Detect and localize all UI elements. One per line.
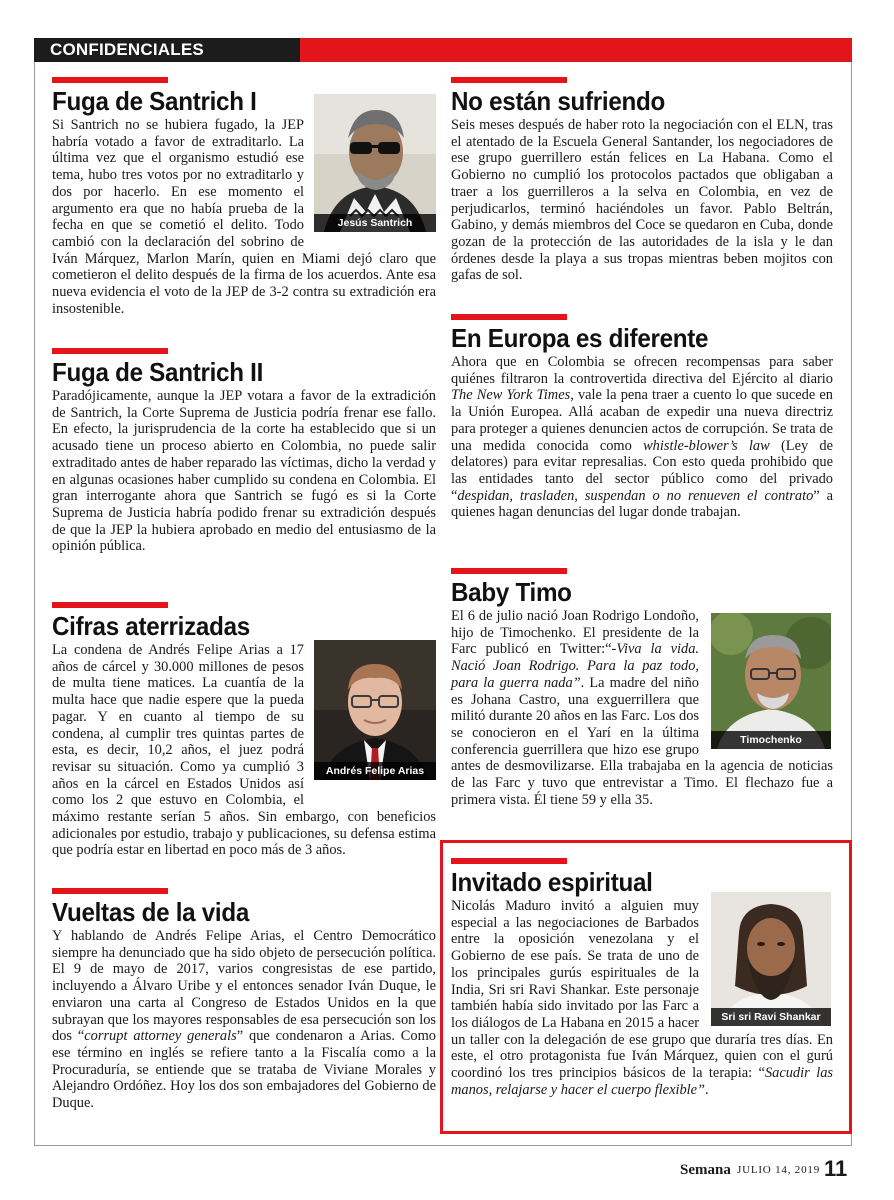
article-body-text: La condena de Andrés Felipe Arias a 17 años de cárcel y 30.000 millones de pesos de multa tiene matices. La cuantía de la multa hace que nadie espere que la pueda pagar. Y en cuanto al tiempo de su condena, al cumplir tres quintas partes de esta, es decir, 10,2 años, el juez podrá revisar su situación. Como ya cumplió 3 años en la cárcel en Estados Unidos así como los 2 que estuvo en Colombia, el máximo restante serían 5 años. Sin embargo, con beneficios adicionales por estudio, trabajo y publicaciones, su defensa estima que podría estar en libertad en poco más de 3 años. (52, 642, 436, 859)
photo-jesus-santrich (314, 94, 436, 232)
article-headline: Vueltas de la vida (52, 897, 250, 927)
article-body-text: Paradójicamente, aunque la JEP votara a favor de la extradición de Santrich, la Corte Suprema de Justicia podría frenar ese fallo. En efecto, la jurisprudencia de la corte ha establecido que si un acusado tiene un proceso abierto en Colombia, no puede salir extraditado antes de haber reparado las víctimas, dicho la verdad y en algunas ocasiones haber cumplido su condena en Colombia. El gran interrogante ahora que Santrich se fugó es si la Corte Suprema de Justicia habría podido frenar su extradición después de que la JEP la hubiera aprobado en medio del entusiasmo de la opinión pública. (52, 388, 436, 555)
article-rule (52, 602, 168, 608)
article-vueltas (52, 888, 436, 1128)
article-rule (451, 314, 567, 320)
photo-caption: Jesús Santrich (314, 214, 436, 232)
article-body-text: Seis meses después de haber roto la negociación con el ELN, tras el atentado de la Escuela General Santander, los negociadores de ese grupo guerrillero están felices en La Habana. Como el Gobierno no cumplió los protocolos pactados que obligaban a traer a los guerrilleros a la selva en Colombia, en vez de perjudicarlos, terminó haciéndoles un favor. Pablo Beltrán, Gabino, y demás miembros del Coce se quedaron en Cuba, donde gozan de la protección de las autoridades de la isla y le dan órdenes desde la playa a sus tropas mientras beben mojitos con gafas de sol. (451, 117, 833, 284)
article-headline: Fuga de Santrich II (52, 357, 264, 387)
article-body (451, 117, 833, 284)
section-header-red-block (300, 38, 852, 62)
photo-caption: Timochenko (711, 731, 831, 749)
photo-caption: Sri sri Ravi Shankar (711, 1008, 831, 1026)
article-rule (451, 858, 567, 864)
article-headline: Fuga de Santrich I (52, 86, 257, 116)
section-title: CONFIDENCIALES (50, 40, 204, 59)
portrait-illustration (711, 892, 831, 1026)
article-body-text: Nicolás Maduro invitó a alguien muy especial a las negociaciones de Barbados entre la oposición venezolana y el Gobierno de ese país. Se trata de uno de los principales gurús espirituales de la India, Sri sri Ravi Shankar. Este personaje también había sido invitado por las Farc a los diálogos de La Habana en 2015 a hacer un taller con la delegación de ese grupo que duraría tres días. En este, el otro protagonista fue Iván Márquez, quien con el gurú coordinó los tres principios básicos de la terapia: “Sacudir las manos, relajarse y hacer el cuerpo flexible”. (451, 898, 833, 1098)
portrait-illustration (314, 94, 436, 232)
article-rule (451, 568, 567, 574)
article-body-text: Ahora que en Colombia se ofrecen recompensas para saber quiénes filtraron la controvertida directiva del Ejército al diario The New York Times, vale la pena traer a cuento lo que sucede en la Unión Europea. Allá acaban de expedir una nueva directriz para proteger a quienes denuncien actos de corrupción. Se trata de una medida conocida como whistle-blower’s law (Ley de delatores) para evitar represalias. Con esto queda prohibido que las entidades tanto del sector público como del privado “despidan, trasladen, suspendan o no renueven el contrato” a quienes hagan denuncias del lugar donde trabajan. (451, 354, 834, 521)
photo-andres-felipe-arias (314, 640, 436, 780)
page-footer (680, 1156, 852, 1184)
photo-sri-sri-ravi-shankar (711, 892, 831, 1026)
article-body (52, 388, 436, 555)
article-body-text: Y hablando de Andrés Felipe Arias, el Centro Democrático siempre ha denunciado que ha sido objeto de persecución política. El 9 de mayo de 2017, varios congresistas de ese partido, incluyendo a Álvaro Uribe y el entonces senador Iván Duque, le enviaron una carta al Congreso de Estados Unidos en la que subrayan que los mayores responsables de esa persecución son los dos “corrupt attorney generals” que condenaron a Arias. Como ese término en inglés se refiere tanto a la Fiscalía como a la Procuraduría, se entiende que se trataba de Viviane Morales y Alejandro Ordóñez. Hoy los dos son embajadores del Gobierno de Duque. (52, 928, 436, 1112)
article-sufriendo (451, 77, 833, 297)
article-europa (451, 314, 833, 554)
footer-brand: Semana (680, 1162, 731, 1178)
article-santrich-2 (52, 348, 436, 578)
article-body-text: Si Santrich no se hubiera fugado, la JEP habría votado a favor de extraditarlo. La última vez que el organismo estudió ese tema, hubo tres votos por no extraditarlo y dos por hacerlo. En ese momento el argumento era que no había prueba de la fecha en que se cometió el delito. Todo cambió con la declaración del sobrino de Iván Márquez, Marlon Marín, quien en Miami dejó claro que cometieron el delito después de la firma de los acuerdos. Ante esa nueva evidencia el voto de la JEP de 3-2 contra su extradición era insostenible. (52, 117, 436, 317)
portrait-illustration (711, 613, 831, 749)
article-body (451, 354, 833, 521)
article-headline: En Europa es diferente (451, 323, 709, 353)
article-body-text: El 6 de julio nació Joan Rodrigo Londoño, hijo de Timochenko. El presidente de la Farc publicó en Twitter:“-Viva la vida. Nació Joan Rodrigo. Para la paz todo, para la guerra nada”. La madre del niño es Johana Castro, una exguerrillera que militó durante 20 años en las Farc. Los dos se conocieron en el Yarí en la última conferencia guerrillera que hizo ese grupo antes de desmovilizarse. Ella trabajaba en la agencia de noticias de las Farc y tuvo que entrevistar a Timo. El flechazo fue a primera vista. Él tiene 59 y ella 35. (451, 608, 833, 808)
article-headline: Baby Timo (451, 577, 572, 607)
article-rule (52, 77, 168, 83)
article-body (52, 928, 436, 1112)
article-headline: No están sufriendo (451, 86, 665, 116)
article-rule (52, 348, 168, 354)
article-headline: Cifras aterrizadas (52, 611, 250, 641)
photo-caption: Andrés Felipe Arias (314, 762, 436, 780)
article-headline: Invitado espiritual (451, 867, 653, 897)
section-header (34, 38, 852, 62)
page-number: 11 (824, 1156, 848, 1181)
portrait-illustration (314, 640, 436, 780)
footer-date: JULIO 14, 2019 (737, 1164, 821, 1176)
photo-timochenko (711, 613, 831, 749)
article-rule (52, 888, 168, 894)
article-rule (451, 77, 567, 83)
